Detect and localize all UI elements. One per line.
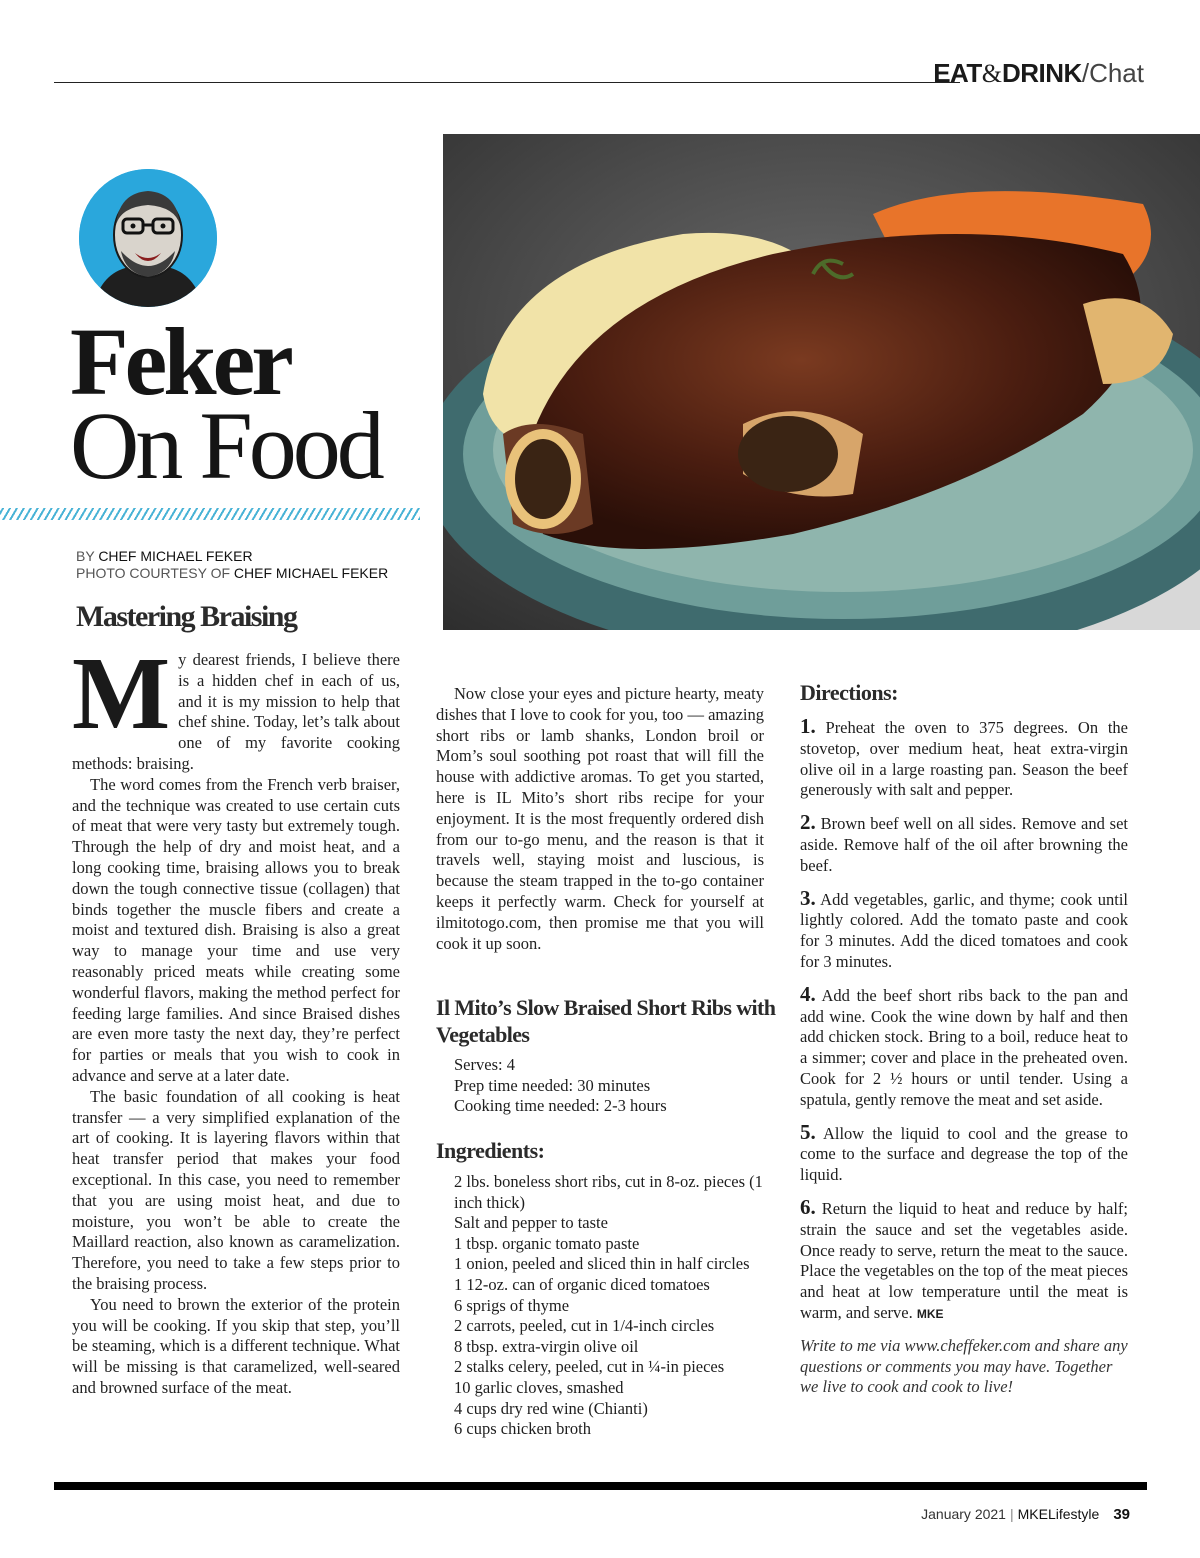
serves: Serves: 4 bbox=[454, 1055, 515, 1074]
step-text: Preheat the oven to 375 degrees. On the stovetop, over medium heat, heat extra-virgin olive oil in a large roasting pan. Season the beef generously with salt and pepper. bbox=[800, 718, 1128, 800]
photo-credit bbox=[76, 565, 388, 582]
direction-step bbox=[800, 716, 1128, 801]
footer-separator: | bbox=[1009, 1506, 1014, 1522]
issue-date: January 2021 bbox=[921, 1506, 1006, 1522]
title-line-1: Feker bbox=[70, 308, 290, 415]
closing-note: Write to me via www.cheffeker.com and share any questions or comments you may have. Together we live to cook and cook to live! bbox=[800, 1335, 1128, 1397]
step-text: Allow the liquid to cool and the grease to come to the surface and degrease the top of the liquid. bbox=[800, 1123, 1129, 1185]
header-rule bbox=[54, 82, 960, 83]
direction-step bbox=[800, 1194, 1128, 1325]
plated-short-ribs-image bbox=[443, 134, 1200, 630]
author-credit bbox=[76, 548, 388, 565]
ingredient-item: 1 tbsp. organic tomato paste bbox=[454, 1233, 640, 1253]
chef-portrait-illustration bbox=[79, 169, 217, 307]
direction-step bbox=[800, 812, 1128, 876]
column-intro bbox=[72, 636, 400, 1399]
end-mark: MKE bbox=[916, 1306, 944, 1321]
author-name: CHEF MICHAEL FEKER bbox=[98, 548, 253, 564]
directions-heading: Directions: bbox=[800, 680, 898, 705]
cook-time: Cooking time needed: 2-3 hours bbox=[454, 1096, 667, 1116]
column-directions bbox=[800, 680, 1128, 1398]
by-prefix: BY bbox=[76, 548, 99, 564]
step-text: Add vegetables, garlic, and thyme; cook until lightly colored. Add the tomato paste and cook for 3 minutes. Add the diced tomatoes and cook for 3 minutes. bbox=[800, 889, 1128, 971]
ingredient-item: 2 stalks celery, peeled, cut in ¼-in pieces bbox=[454, 1357, 725, 1377]
ingredients-list bbox=[454, 1172, 774, 1440]
recipe-meta bbox=[454, 1055, 667, 1117]
ingredient-item: 6 sprigs of thyme bbox=[454, 1295, 570, 1315]
intro-text-1: y dearest friends, I believe there is a hidden chef in each of us, and it is my mission to help that chef shine. Today, let’s talk about one of my favorite cooking methods: braising. bbox=[72, 650, 400, 773]
step-number: 1. bbox=[800, 714, 816, 738]
section-label bbox=[933, 56, 1144, 91]
ingredient-item: Salt and pepper to taste bbox=[454, 1213, 608, 1233]
ingredient-item: 8 tbsp. extra-virgin olive oil bbox=[454, 1336, 639, 1356]
section-sub: /Chat bbox=[1081, 58, 1144, 88]
direction-step bbox=[800, 981, 1128, 1111]
publication-name: MKELifestyle bbox=[1017, 1506, 1100, 1522]
article-headline: Mastering Braising bbox=[76, 600, 297, 633]
ingredient-item: 1 onion, peeled and sliced thin in half circles bbox=[454, 1254, 750, 1274]
intro-paragraph-1 bbox=[72, 636, 400, 775]
short-ribs-photo bbox=[443, 134, 1200, 630]
byline bbox=[76, 548, 388, 582]
step-number: 5. bbox=[800, 1119, 816, 1144]
photo-credit-name: CHEF MICHAEL FEKER bbox=[233, 565, 389, 581]
ingredient-item: 2 lbs. boneless short ribs, cut in 8-oz. pieces (1 inch thick) bbox=[454, 1172, 763, 1212]
ingredient-item: 2 carrots, peeled, cut in 1/4-inch circles bbox=[454, 1316, 715, 1336]
step-number: 6. bbox=[800, 1194, 816, 1219]
step-text: Brown beef well on all sides. Remove and set aside. Remove half of the oil after browning the beef. bbox=[800, 814, 1128, 875]
section-ampersand: & bbox=[981, 59, 1002, 88]
direction-step bbox=[800, 1119, 1129, 1186]
step-number: 2. bbox=[800, 810, 816, 835]
title-line-2: On Food bbox=[70, 392, 381, 499]
ingredient-item: 4 cups dry red wine (Chianti) bbox=[454, 1398, 648, 1418]
column-middle bbox=[436, 684, 764, 954]
page-number: 39 bbox=[1113, 1506, 1130, 1523]
page-footer bbox=[921, 1506, 1130, 1523]
ingredient-item: 1 12-oz. can of organic diced tomatoes bbox=[454, 1274, 710, 1294]
ingredient-item: 6 cups chicken broth bbox=[454, 1419, 592, 1439]
intro-paragraph-3: The basic foundation of all cooking is heat transfer — a very simplified explanation of the art of cooking. It is layering flavors within that heat transfer period that makes your food exceptional. In this case, you need to remember that you are using moist heat, and due to moisture, you won’t be able to create the Maillard reaction, also known as caramelization. Therefore, you need to take a few steps prior to the braising process. bbox=[72, 1086, 400, 1293]
decorative-stripe bbox=[0, 508, 420, 520]
intro-paragraph-2: The word comes from the French verb braiser, and the technique was created to use certain cuts of meat that were very tasty but extremely tough. Through the help of dry and moist heat, and a long cooking time, braising allows you to break down the tough connective tissue (collagen) that binds together the muscle fibers and create a moist and textured dish. Braising is also a great way to manage your time and use very reasonably priced meats while creating some wonderful flavors, making the method perfect for feeding large families. And since Braised dishes are even more tasty the next day, they’re perfect for parties or meals that you wish to cook in advance and serve at a later date. bbox=[72, 774, 400, 1085]
intro-paragraph-4: You need to brown the exterior of the protein you will be cooking. If you skip that step, you’ll be steaming, which is a different technique. What will be missing is that caramelized, well-seared and browned surface of the meat. bbox=[72, 1294, 400, 1397]
ingredient-item: 10 garlic cloves, smashed bbox=[454, 1377, 624, 1397]
direction-step bbox=[800, 885, 1128, 973]
drop-cap: M bbox=[72, 636, 171, 751]
photo-prefix: PHOTO COURTESY OF bbox=[76, 565, 234, 581]
step-text: Return the liquid to heat and reduce by half; strain the sauce and set the vegetables aside. Once ready to serve, return the meat to the sauce. Place the vegetables on the top of the meat pieces and heat at low temperature until the meat is warm, and serve. bbox=[800, 1198, 1128, 1322]
recipe-title: Il Mito’s Slow Braised Short Ribs with Vegetables bbox=[436, 995, 776, 1047]
section-drink: DRINK bbox=[1002, 58, 1082, 88]
author-avatar bbox=[79, 169, 217, 307]
step-number: 4. bbox=[800, 981, 816, 1006]
middle-paragraph: Now close your eyes and picture hearty, meaty dishes that I love to cook for you, too — amazing short ribs or lamb shanks, London broil or Mom’s soul soothing pot roast that will fill the house with addictive aromas. To get you started, here is IL Mito’s short ribs recipe for your enjoyment. It is the most frequently ordered dish from our to-go menu, and the reason is that it travels well, staying moist and luscious, is because the steam trapped in the to-go container keeps it perfectly warm. Check for yourself at ilmitotogo.com, then promise me that you will cook it up soon. bbox=[436, 684, 764, 953]
section-eat: EAT bbox=[933, 58, 982, 88]
prep-time: Prep time needed: 30 minutes bbox=[454, 1075, 651, 1095]
feature-title bbox=[70, 308, 430, 499]
footer-rule bbox=[54, 1482, 1147, 1490]
ingredients-heading: Ingredients: bbox=[436, 1138, 545, 1163]
step-text: Add the beef short ribs back to the pan and add wine. Cook the wine down by half and then add chicken stock. Bring to a boil, reduce heat to a simmer; cover and place in the preheated oven. Cook for 2 ½ hours or until tender. Using a spatula, gently remove the meat and set aside. bbox=[800, 985, 1128, 1109]
step-number: 3. bbox=[800, 885, 816, 910]
